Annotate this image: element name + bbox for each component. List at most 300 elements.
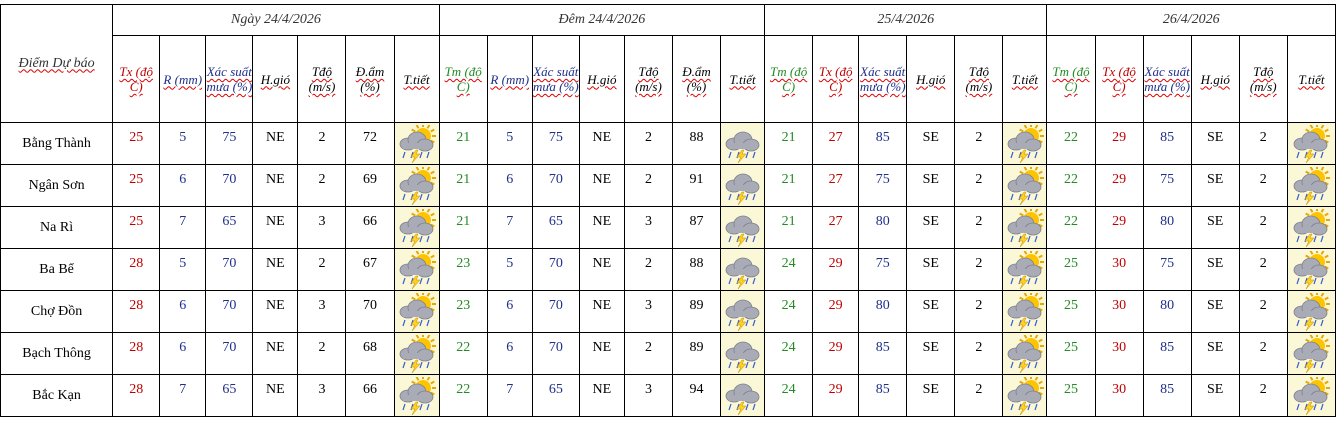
data-value: 70 bbox=[548, 297, 563, 313]
data-cell bbox=[1191, 165, 1239, 207]
data-cell bbox=[813, 249, 859, 291]
data-cell bbox=[624, 207, 672, 249]
data-value: 70 bbox=[548, 255, 563, 271]
data-cell bbox=[1191, 207, 1239, 249]
data-value: 80 bbox=[875, 213, 890, 229]
period-title: Đêm 24/4/2026 bbox=[439, 5, 764, 36]
data-cell bbox=[487, 291, 532, 333]
forecast-table bbox=[0, 4, 1336, 417]
data-cell bbox=[907, 375, 955, 417]
data-cell bbox=[907, 333, 955, 375]
data-cell bbox=[672, 249, 720, 291]
data-value: SE bbox=[922, 129, 939, 145]
column-header bbox=[1047, 36, 1095, 123]
data-cell bbox=[813, 375, 859, 417]
column-header bbox=[907, 36, 955, 123]
location-name-text: Na Rì bbox=[40, 219, 74, 235]
data-value: 3 bbox=[644, 297, 652, 313]
data-value: 72 bbox=[363, 129, 377, 145]
data-value: 25 bbox=[1064, 297, 1078, 313]
weather-icon-cell bbox=[394, 291, 439, 333]
data-cell bbox=[955, 207, 1003, 249]
data-cell bbox=[253, 165, 298, 207]
data-value: NE bbox=[266, 171, 285, 187]
column-header-label: Tx (độ C) bbox=[119, 64, 153, 94]
data-value: 2 bbox=[1259, 381, 1267, 397]
data-cell bbox=[346, 375, 394, 417]
data-value: 24 bbox=[781, 339, 796, 355]
data-value: 22 bbox=[1064, 129, 1078, 145]
data-cell bbox=[206, 165, 253, 207]
data-value: 85 bbox=[1160, 381, 1175, 397]
rain-cloud-thunder-icon bbox=[723, 167, 763, 205]
data-cell bbox=[859, 123, 907, 165]
data-value: NE bbox=[592, 129, 612, 145]
data-cell bbox=[907, 291, 955, 333]
data-cell bbox=[624, 291, 672, 333]
data-cell bbox=[859, 249, 907, 291]
data-value: 89 bbox=[689, 297, 704, 313]
data-value: NE bbox=[266, 129, 285, 145]
data-cell bbox=[113, 291, 160, 333]
data-cell bbox=[439, 123, 487, 165]
weather-icon-cell bbox=[394, 207, 439, 249]
data-value: 21 bbox=[456, 171, 471, 187]
data-cell bbox=[1191, 291, 1239, 333]
data-cell bbox=[439, 291, 487, 333]
data-cell bbox=[160, 123, 206, 165]
data-cell bbox=[672, 123, 720, 165]
rain-sun-thunder-icon bbox=[1291, 251, 1331, 289]
data-value: 88 bbox=[689, 129, 704, 145]
table-row bbox=[1, 291, 1336, 333]
data-value: 85 bbox=[875, 381, 890, 397]
data-cell bbox=[1047, 333, 1095, 375]
data-value: 75 bbox=[1160, 171, 1175, 187]
table-row bbox=[1, 249, 1336, 291]
data-cell bbox=[624, 249, 672, 291]
data-cell bbox=[1047, 291, 1095, 333]
data-value: 2 bbox=[1259, 171, 1267, 187]
column-header-label: Đ.ẩm (%) bbox=[682, 64, 711, 94]
data-cell bbox=[1047, 207, 1095, 249]
data-cell bbox=[439, 165, 487, 207]
column-header-label: Tm (độ C) bbox=[770, 64, 808, 94]
data-cell bbox=[298, 207, 346, 249]
data-value: 80 bbox=[1160, 213, 1175, 229]
data-cell bbox=[907, 249, 955, 291]
data-cell bbox=[439, 207, 487, 249]
data-cell bbox=[955, 249, 1003, 291]
data-value: 2 bbox=[318, 171, 326, 187]
data-cell bbox=[439, 249, 487, 291]
data-value: 27 bbox=[828, 129, 843, 145]
column-header-label: Tđộ (m/s) bbox=[308, 64, 336, 94]
data-value: 29 bbox=[828, 255, 843, 271]
data-value: 75 bbox=[875, 171, 890, 187]
data-cell bbox=[579, 165, 624, 207]
location-name-text: Bằng Thành bbox=[22, 135, 91, 151]
column-header bbox=[955, 36, 1003, 123]
data-cell bbox=[1191, 375, 1239, 417]
data-value: SE bbox=[1207, 129, 1224, 145]
data-value: 3 bbox=[644, 381, 652, 397]
data-value: 2 bbox=[1259, 213, 1267, 229]
period-header-row bbox=[1, 5, 1336, 36]
weather-icon-cell bbox=[721, 165, 765, 207]
data-value: 2 bbox=[644, 171, 652, 187]
data-value: SE bbox=[922, 339, 939, 355]
data-cell bbox=[579, 207, 624, 249]
data-value: NE bbox=[592, 339, 612, 355]
weather-icon-cell bbox=[394, 165, 439, 207]
data-cell bbox=[672, 375, 720, 417]
data-value: 70 bbox=[222, 255, 237, 271]
data-value: 30 bbox=[1112, 297, 1127, 313]
column-header-label: Tđộ (m/s) bbox=[635, 64, 662, 94]
data-value: 6 bbox=[179, 339, 187, 355]
data-cell bbox=[253, 207, 298, 249]
data-value: 94 bbox=[689, 381, 704, 397]
data-cell bbox=[1191, 249, 1239, 291]
data-value: 29 bbox=[1112, 171, 1127, 187]
column-header-label: T.tiết bbox=[1298, 71, 1325, 87]
data-value: 2 bbox=[1259, 255, 1267, 271]
period-title: 26/4/2026 bbox=[1047, 5, 1336, 36]
data-value: 28 bbox=[129, 255, 144, 271]
column-header bbox=[579, 36, 624, 123]
data-cell bbox=[1239, 291, 1287, 333]
data-cell bbox=[813, 165, 859, 207]
data-cell bbox=[206, 375, 253, 417]
data-cell bbox=[532, 291, 579, 333]
data-value: SE bbox=[1207, 171, 1224, 187]
data-value: SE bbox=[922, 381, 939, 397]
data-value: 3 bbox=[318, 381, 326, 397]
table-row bbox=[1, 333, 1336, 375]
data-value: 69 bbox=[363, 171, 377, 187]
rain-cloud-thunder-icon bbox=[723, 209, 763, 247]
data-value: 2 bbox=[644, 255, 652, 271]
period-title: 25/4/2026 bbox=[765, 5, 1047, 36]
data-value: NE bbox=[592, 255, 612, 271]
data-cell bbox=[1095, 249, 1143, 291]
column-header bbox=[765, 36, 813, 123]
weather-icon-cell bbox=[1287, 165, 1335, 207]
data-value: NE bbox=[592, 297, 612, 313]
column-header bbox=[113, 36, 160, 123]
data-value: 3 bbox=[318, 213, 326, 229]
weather-icon-cell bbox=[721, 207, 765, 249]
data-value: 6 bbox=[179, 297, 187, 313]
data-cell bbox=[160, 249, 206, 291]
data-cell bbox=[298, 165, 346, 207]
data-value: 65 bbox=[222, 381, 237, 397]
data-cell bbox=[487, 207, 532, 249]
data-value: 2 bbox=[318, 129, 326, 145]
weather-icon-cell bbox=[1287, 123, 1335, 165]
data-value: 5 bbox=[506, 255, 514, 271]
data-cell bbox=[955, 291, 1003, 333]
location-header: Điểm Dự báo bbox=[1, 5, 113, 123]
data-value: 23 bbox=[456, 297, 471, 313]
data-cell bbox=[765, 333, 813, 375]
data-cell bbox=[813, 123, 859, 165]
data-cell bbox=[859, 375, 907, 417]
data-cell bbox=[1143, 207, 1191, 249]
data-value: 28 bbox=[129, 339, 144, 355]
data-value: 85 bbox=[1160, 129, 1175, 145]
rain-cloud-thunder-icon bbox=[723, 293, 763, 331]
data-cell bbox=[624, 375, 672, 417]
data-value: 70 bbox=[363, 297, 377, 313]
rain-sun-thunder-icon bbox=[1005, 377, 1045, 415]
rain-sun-thunder-icon bbox=[1291, 377, 1331, 415]
data-cell bbox=[1047, 249, 1095, 291]
rain-sun-thunder-icon bbox=[1005, 335, 1045, 373]
data-cell bbox=[579, 375, 624, 417]
rain-sun-thunder-icon bbox=[1291, 209, 1331, 247]
column-header bbox=[672, 36, 720, 123]
location-name-text: Bạch Thông bbox=[22, 345, 91, 361]
data-cell bbox=[1095, 291, 1143, 333]
data-value: 2 bbox=[1259, 339, 1267, 355]
data-cell bbox=[1095, 375, 1143, 417]
weather-icon-cell bbox=[721, 123, 765, 165]
data-value: 21 bbox=[781, 129, 796, 145]
data-value: SE bbox=[922, 171, 939, 187]
data-value: 6 bbox=[506, 171, 514, 187]
rain-sun-thunder-icon bbox=[1291, 125, 1331, 163]
weather-icon-cell bbox=[1287, 291, 1335, 333]
column-header bbox=[1287, 36, 1335, 123]
data-cell bbox=[907, 165, 955, 207]
data-cell bbox=[160, 291, 206, 333]
data-cell bbox=[160, 375, 206, 417]
data-cell bbox=[1095, 123, 1143, 165]
data-value: 6 bbox=[506, 297, 514, 313]
data-cell bbox=[1191, 123, 1239, 165]
location-name bbox=[1, 249, 113, 291]
data-value: 3 bbox=[318, 297, 326, 313]
rain-sun-thunder-icon bbox=[397, 209, 437, 247]
data-cell bbox=[1143, 249, 1191, 291]
data-cell bbox=[487, 123, 532, 165]
data-cell bbox=[859, 165, 907, 207]
data-value: 75 bbox=[548, 129, 563, 145]
weather-icon-cell bbox=[394, 123, 439, 165]
location-name bbox=[1, 165, 113, 207]
data-value: 21 bbox=[781, 171, 796, 187]
data-value: 91 bbox=[689, 171, 704, 187]
column-header-label: T.tiết bbox=[1011, 71, 1038, 87]
data-value: 22 bbox=[456, 339, 471, 355]
weather-icon-cell bbox=[721, 249, 765, 291]
data-cell bbox=[955, 165, 1003, 207]
data-cell bbox=[298, 375, 346, 417]
data-value: 22 bbox=[1064, 171, 1078, 187]
data-value: 75 bbox=[875, 255, 890, 271]
weather-icon-cell bbox=[1003, 249, 1047, 291]
data-value: 21 bbox=[781, 213, 796, 229]
rain-sun-thunder-icon bbox=[1291, 293, 1331, 331]
data-value: 27 bbox=[828, 213, 843, 229]
data-cell bbox=[859, 333, 907, 375]
weather-icon-cell bbox=[721, 375, 765, 417]
column-header-label: H.gió bbox=[916, 71, 946, 87]
data-cell bbox=[346, 333, 394, 375]
data-value: 6 bbox=[506, 339, 514, 355]
data-value: 2 bbox=[975, 171, 983, 187]
data-value: 85 bbox=[875, 339, 890, 355]
data-value: SE bbox=[922, 255, 939, 271]
data-cell bbox=[859, 291, 907, 333]
rain-cloud-thunder-icon bbox=[723, 377, 763, 415]
column-header-label: Tđộ (m/s) bbox=[1249, 64, 1277, 94]
data-cell bbox=[907, 123, 955, 165]
data-cell bbox=[253, 123, 298, 165]
data-cell bbox=[955, 123, 1003, 165]
data-cell bbox=[487, 249, 532, 291]
rain-sun-thunder-icon bbox=[397, 125, 437, 163]
data-cell bbox=[624, 165, 672, 207]
rain-sun-thunder-icon bbox=[1005, 293, 1045, 331]
weather-icon-cell bbox=[1287, 207, 1335, 249]
weather-icon-cell bbox=[1003, 207, 1047, 249]
data-value: 67 bbox=[363, 255, 377, 271]
data-cell bbox=[298, 291, 346, 333]
column-header bbox=[394, 36, 439, 123]
data-cell bbox=[672, 207, 720, 249]
column-header-label: Đ.ẩm (%) bbox=[355, 64, 385, 94]
data-value: 21 bbox=[456, 213, 471, 229]
data-value: SE bbox=[1207, 213, 1224, 229]
data-value: 2 bbox=[1259, 297, 1267, 313]
data-cell bbox=[859, 207, 907, 249]
weather-icon-cell bbox=[1003, 375, 1047, 417]
data-value: 22 bbox=[456, 381, 471, 397]
data-value: 70 bbox=[222, 297, 237, 313]
data-cell bbox=[253, 291, 298, 333]
column-header bbox=[206, 36, 253, 123]
column-header-label: Tx (độ C) bbox=[818, 64, 853, 94]
data-cell bbox=[1095, 333, 1143, 375]
column-header-label: T.tiết bbox=[403, 71, 430, 87]
column-header-label: R (mm) bbox=[163, 71, 203, 87]
rain-cloud-thunder-icon bbox=[723, 335, 763, 373]
data-cell bbox=[206, 249, 253, 291]
column-header bbox=[487, 36, 532, 123]
data-value: 25 bbox=[1064, 255, 1078, 271]
data-value: SE bbox=[1207, 339, 1224, 355]
data-value: SE bbox=[1207, 297, 1224, 313]
data-value: 2 bbox=[975, 381, 983, 397]
data-cell bbox=[206, 207, 253, 249]
data-value: 25 bbox=[1064, 381, 1078, 397]
forecast-body bbox=[1, 123, 1336, 417]
data-value: 70 bbox=[222, 339, 237, 355]
data-cell bbox=[113, 165, 160, 207]
data-cell bbox=[206, 123, 253, 165]
data-cell bbox=[346, 123, 394, 165]
column-header-label: T.tiết bbox=[729, 71, 756, 87]
data-cell bbox=[487, 165, 532, 207]
data-value: NE bbox=[266, 381, 285, 397]
data-value: NE bbox=[266, 255, 285, 271]
table-row bbox=[1, 165, 1336, 207]
data-value: 75 bbox=[1160, 255, 1175, 271]
data-value: 24 bbox=[781, 297, 796, 313]
data-cell bbox=[206, 333, 253, 375]
data-cell bbox=[160, 165, 206, 207]
data-cell bbox=[813, 207, 859, 249]
table-row bbox=[1, 123, 1336, 165]
data-cell bbox=[206, 291, 253, 333]
column-header-label: H.gió bbox=[260, 71, 290, 87]
data-cell bbox=[113, 375, 160, 417]
data-value: 25 bbox=[129, 171, 144, 187]
data-value: 70 bbox=[222, 171, 237, 187]
column-header bbox=[859, 36, 907, 123]
data-value: NE bbox=[266, 339, 285, 355]
rain-sun-thunder-icon bbox=[397, 167, 437, 205]
data-cell bbox=[1191, 333, 1239, 375]
data-cell bbox=[1239, 165, 1287, 207]
data-value: 7 bbox=[179, 213, 187, 229]
weather-icon-cell bbox=[1287, 249, 1335, 291]
column-header bbox=[160, 36, 206, 123]
data-value: 28 bbox=[129, 297, 144, 313]
weather-icon-cell bbox=[1287, 375, 1335, 417]
column-header-label: Xác suất mưa (%) bbox=[1144, 64, 1190, 94]
data-value: 25 bbox=[129, 129, 144, 145]
data-cell bbox=[253, 249, 298, 291]
column-header bbox=[1239, 36, 1287, 123]
data-value: NE bbox=[592, 171, 612, 187]
data-cell bbox=[346, 207, 394, 249]
data-value: 27 bbox=[828, 171, 843, 187]
location-name bbox=[1, 207, 113, 249]
data-value: NE bbox=[592, 213, 612, 229]
data-cell bbox=[346, 249, 394, 291]
data-cell bbox=[1095, 207, 1143, 249]
data-cell bbox=[253, 333, 298, 375]
column-header-label: Tm (độ C) bbox=[444, 64, 482, 94]
data-cell bbox=[253, 375, 298, 417]
data-value: 25 bbox=[1064, 339, 1078, 355]
data-cell bbox=[298, 249, 346, 291]
column-header bbox=[721, 36, 765, 123]
column-header bbox=[439, 36, 487, 123]
data-cell bbox=[1239, 123, 1287, 165]
column-header bbox=[813, 36, 859, 123]
data-cell bbox=[346, 291, 394, 333]
data-value: 70 bbox=[548, 339, 563, 355]
rain-sun-thunder-icon bbox=[1291, 167, 1331, 205]
data-value: 7 bbox=[506, 381, 514, 397]
data-value: 66 bbox=[363, 381, 377, 397]
column-header-row bbox=[1, 36, 1336, 123]
data-value: 30 bbox=[1112, 255, 1127, 271]
data-value: 65 bbox=[548, 381, 563, 397]
data-cell bbox=[113, 249, 160, 291]
data-cell bbox=[813, 291, 859, 333]
data-value: 2 bbox=[975, 129, 983, 145]
data-cell bbox=[765, 291, 813, 333]
data-cell bbox=[1239, 207, 1287, 249]
location-name bbox=[1, 375, 113, 417]
data-cell bbox=[765, 165, 813, 207]
